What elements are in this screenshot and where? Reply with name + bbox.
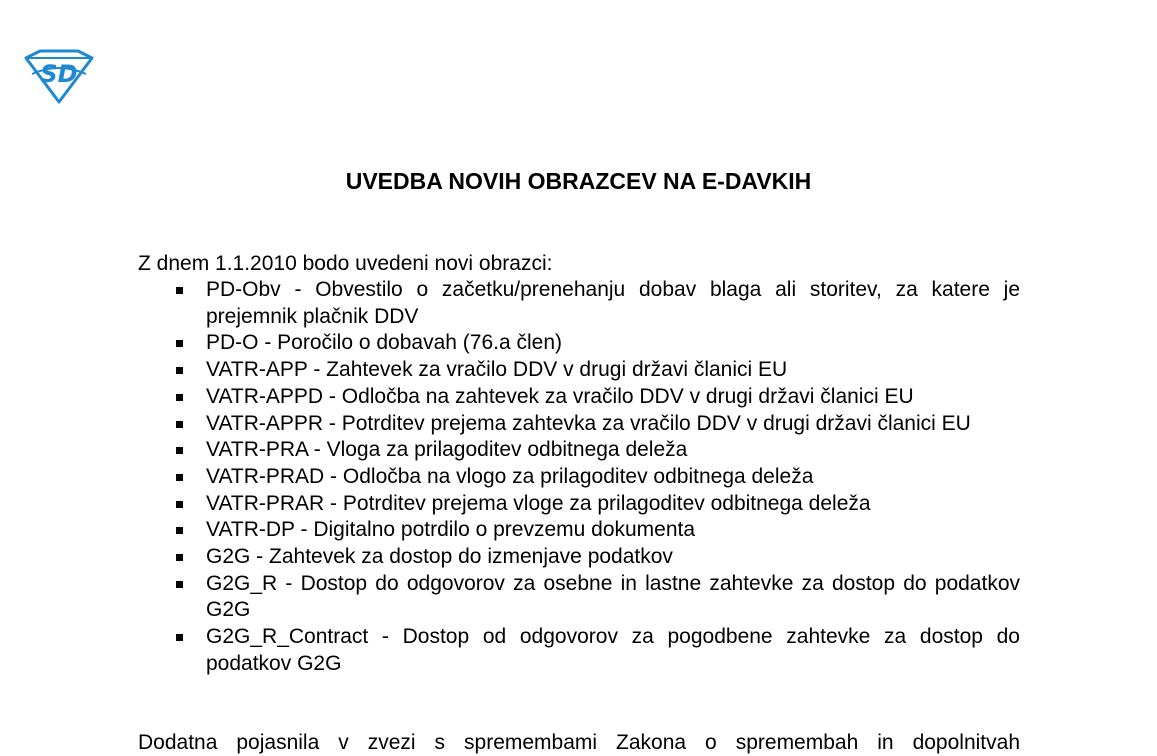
list-item: G2G_R_Contract - Dostop od odgovorov za pogodbene zahtevke za dostop do podatkov G2G	[138, 624, 1020, 677]
square-bullet-icon	[176, 581, 183, 588]
square-bullet-icon	[176, 421, 183, 428]
list-item: VATR-PRA - Vloga za prilagoditev odbitnega deleža	[138, 437, 1020, 464]
sd-logo-icon	[22, 48, 96, 104]
list-item: VATR-PRAR - Potrditev prejema vloge za prilagoditev odbitnega deleža	[138, 491, 1020, 518]
footer-paragraph: Dodatna pojasnila v zvezi s spremembami Zakona o spremembah in dopolnitvah	[138, 731, 1020, 754]
list-item: PD-Obv - Obvestilo o začetku/prenehanju dobav blaga ali storitev, za katere je prejemnik plačnik DDV	[138, 277, 1020, 330]
list-item: VATR-APPD - Odločba na zahtevek za vračilo DDV v drugi državi članici EU	[138, 384, 1020, 411]
list-item: G2G - Zahtevek za dostop do izmenjave podatkov	[138, 544, 1020, 571]
svg-text:SD: SD	[40, 60, 78, 88]
square-bullet-icon	[176, 554, 183, 561]
list-item: VATR-PRAD - Odločba na vlogo za prilagoditev odbitnega deleža	[138, 464, 1020, 491]
list-item: VATR-DP - Digitalno potrdilo o prevzemu dokumenta	[138, 517, 1020, 544]
list-item: G2G_R - Dostop do odgovorov za osebne in lastne zahtevke za dostop do podatkov G2G	[138, 571, 1020, 624]
square-bullet-icon	[176, 287, 183, 294]
square-bullet-icon	[176, 394, 183, 401]
intro-text: Z dnem 1.1.2010 bodo uvedeni novi obrazci:	[138, 252, 553, 275]
square-bullet-icon	[176, 367, 183, 374]
square-bullet-icon	[176, 501, 183, 508]
list-item: VATR-APPR - Potrditev prejema zahtevka za vračilo DDV v drugi državi članici EU	[138, 411, 1020, 438]
square-bullet-icon	[176, 474, 183, 481]
list-item: PD-O - Poročilo o dobavah (76.a člen)	[138, 330, 1020, 357]
square-bullet-icon	[176, 634, 183, 641]
square-bullet-icon	[176, 340, 183, 347]
list-item: VATR-APP - Zahtevek za vračilo DDV v drugi državi članici EU	[138, 357, 1020, 384]
document-title: UVEDBA NOVIH OBRAZCEV NA E-DAVKIH	[345, 168, 812, 194]
square-bullet-icon	[176, 527, 183, 534]
square-bullet-icon	[176, 447, 183, 454]
forms-list	[138, 277, 1020, 678]
